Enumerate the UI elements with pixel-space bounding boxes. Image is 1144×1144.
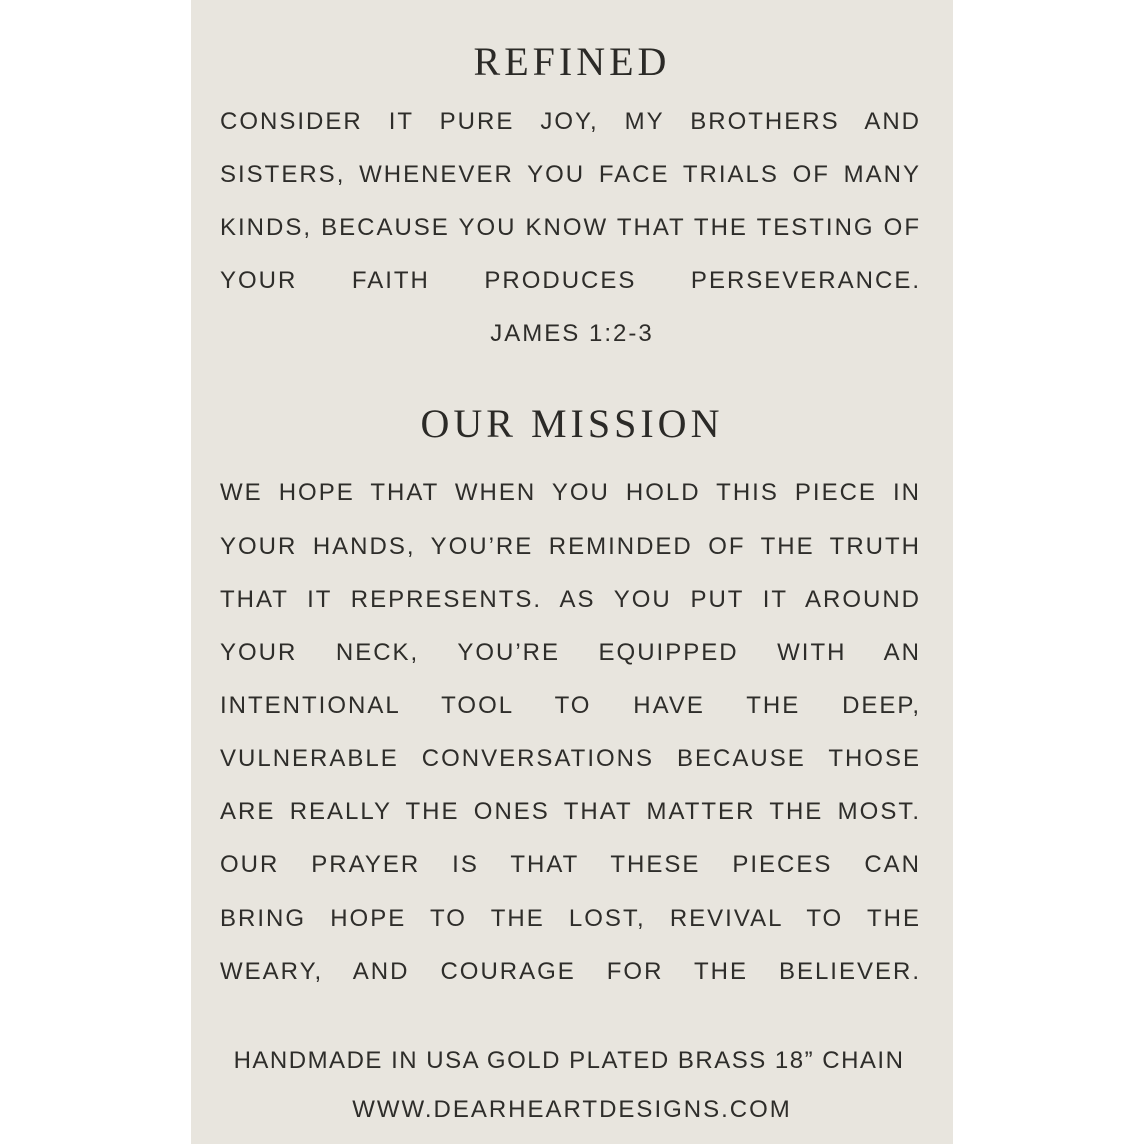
refined-line: SISTERS, WHENEVER YOU FACE TRIALS OF MANY (220, 161, 921, 188)
mission-line: VULNERABLE CONVERSATIONS BECAUSE THOSE (220, 745, 921, 772)
mission-line: YOUR HANDS, YOU’RE REMINDED OF THE TRUTH (220, 533, 921, 560)
product-details: HANDMADE IN USA GOLD PLATED BRASS 18” CHAIN (233, 1047, 905, 1074)
mission-line: BRING HOPE TO THE LOST, REVIVAL TO THE (220, 905, 921, 932)
mission-line: THAT IT REPRESENTS. AS YOU PUT IT AROUND (220, 586, 921, 613)
website-url: WWW.DEARHEARTDESIGNS.COM (352, 1096, 792, 1123)
mission-line: WEARY, AND COURAGE FOR THE BELIEVER. (220, 958, 921, 985)
product-card (191, 0, 953, 1144)
mission-title: OUR MISSION (420, 401, 724, 446)
refined-line: YOUR FAITH PRODUCES PERSEVERANCE. (220, 267, 921, 294)
mission-line: INTENTIONAL TOOL TO HAVE THE DEEP, (220, 692, 921, 719)
refined-title: REFINED (473, 39, 671, 84)
mission-line: WE HOPE THAT WHEN YOU HOLD THIS PIECE IN (220, 479, 921, 506)
mission-line: OUR PRAYER IS THAT THESE PIECES CAN (220, 851, 921, 878)
refined-line: KINDS, BECAUSE YOU KNOW THAT THE TESTING OF (220, 214, 921, 241)
refined-line: CONSIDER IT PURE JOY, MY BROTHERS AND (220, 108, 921, 135)
scripture-reference: JAMES 1:2-3 (490, 320, 654, 347)
mission-line: ARE REALLY THE ONES THAT MATTER THE MOST. (220, 798, 921, 825)
mission-line: YOUR NECK, YOU’RE EQUIPPED WITH AN (220, 639, 921, 666)
